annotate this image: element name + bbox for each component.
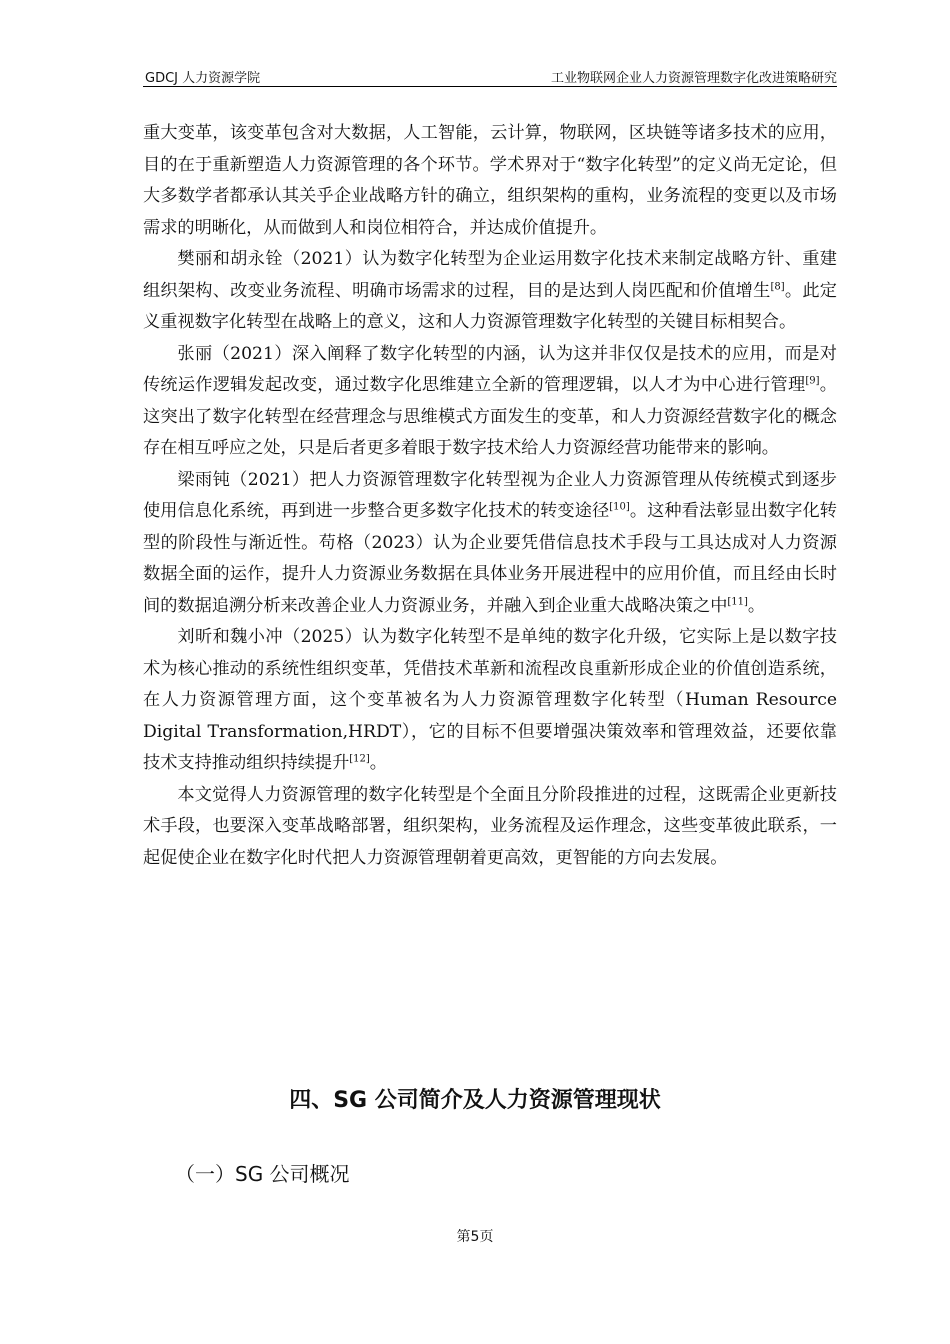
citation-ref: [11] [727, 595, 748, 607]
paragraph-continuation: 重大变革，该变革包含对大数据，人工智能，云计算，物联网，区块链等诸多技术的应用，目的在于重新塑造人力资源管理的各个环节。学术界对于“数字化转型”的定义尚无定论，但大多数学者都承认其关乎企业战略方针的确立，组织架构的重构，业务流程的变更以及市场需求的明晰化，从而做到人和岗位相符合，并达成价值提升。 [143, 123, 837, 238]
paragraph-liu-wei: 刘昕和魏小冲（2025）认为数字化转型不是单纯的数字化升级，它实际上是以数字技术为核心推动的系统性组织变革，凭借技术革新和流程改良重新形成企业的价值创造系统，在人力资源管理方面，这个变革被名为人力资源管理数字化转型（Human Resource Digital Transformation,HRDT），它的目标不但要增强决策效率和管理效益，还要依靠技术支持推动组织持续提升[12]。 [143, 627, 837, 773]
header-right-text: 工业物联网企业人力资源管理数字化改进策略研究 [550, 71, 837, 86]
citation-ref: [10] [609, 501, 630, 513]
citation-ref: [9] [805, 375, 820, 387]
header-left-text: GDCJ 人力资源学院 [145, 71, 261, 86]
citation-ref: [8] [770, 280, 785, 292]
paragraph-fan-hu: 樊丽和胡永铨（2021）认为数字化转型为企业运用数字化技术来制定战略方针、重建组织架构、改变业务流程、明确市场需求的过程，目的是达到人岗匹配和价值增生[8]。此定义重视数字化转型在战略上的意义，这和人力资源管理数字化转型的关键目标相契合。 [143, 249, 837, 332]
paragraph-liang-gou: 梁雨钝（2021）把人力资源管理数字化转型视为企业人力资源管理从传统模式到逐步使用信息化系统，再到进一步整合更多数字化技术的转变途径[10]。这种看法彰显出数字化转型的阶段性与渐近性。苟格（2023）认为企业要凭借信息技术手段与工具达成对人力资源数据全面的运作，提升人力资源业务数据在具体业务开展进程中的应用价值，而且经由长时间的数据追溯分析来改善企业人力资源业务，并融入到企业重大战略决策之中[11]。 [143, 469, 837, 616]
paragraph-zhang: 张丽（2021）深入阐释了数字化转型的内涵，认为这并非仅仅是技术的应用，而是对传统运作逻辑发起改变，通过数字化思维建立全新的管理逻辑，以人才为中心进行管理[9]。这突出了数字化转型在经营理念与思维模式方面发生的变革，和人力资源经营数字化的概念存在相互呼应之处，只是后者更多着眼于数字技术给人力资源经营功能带来的影响。 [143, 343, 837, 458]
body-content [143, 118, 837, 874]
subsection-title: （一）SG 公司概况 [175, 1162, 350, 1186]
citation-ref: [12] [349, 753, 370, 765]
paragraph-conclusion: 本文觉得人力资源管理的数字化转型是个全面且分阶段推进的过程，这既需企业更新技术手段，也要深入变革战略部署，组织架构，业务流程及运作理念，这些变革彼此联系，一起促使企业在数字化时代把人力资源管理朝着更高效，更智能的方向去发展。 [143, 784, 837, 868]
page-header [143, 64, 837, 87]
page-number: 第5页 [456, 1229, 494, 1245]
section-title: 四、SG 公司简介及人力资源管理现状 [289, 1088, 661, 1113]
